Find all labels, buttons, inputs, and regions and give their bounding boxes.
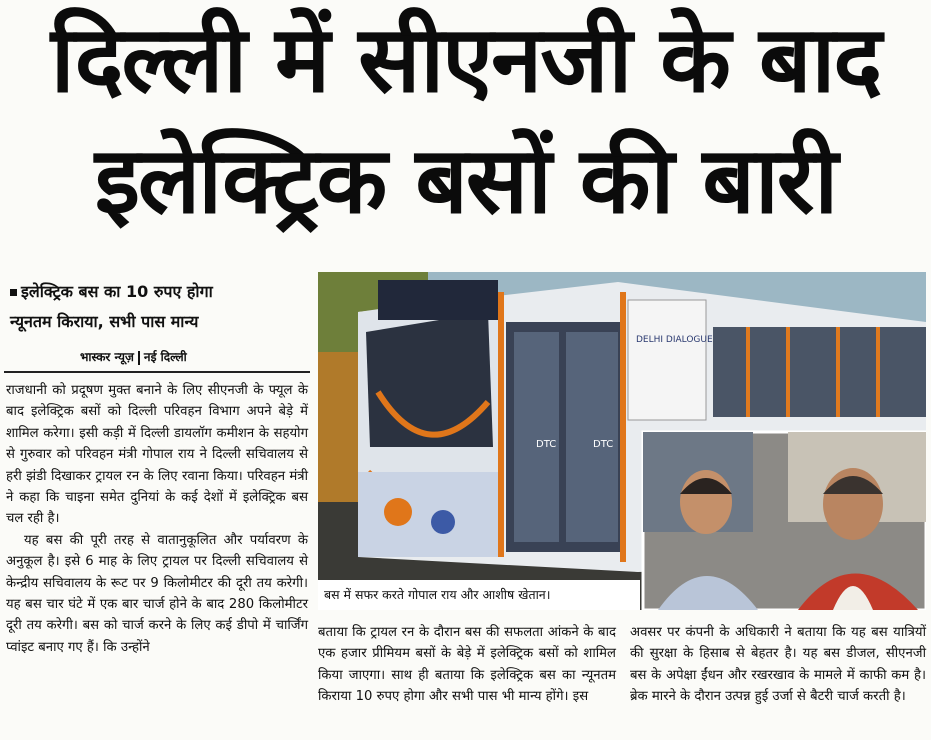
subheadline-line-2: न्यूनतम किराया, सभी पास मान्य	[10, 312, 199, 331]
article-paragraph: अवसर पर कंपनी के अधिकारी ने बताया कि यह बस यात्रियों की सुरक्षा के हिसाब से बेहतर है। यह बस डीजल, सीएनजी बस के अपेक्षा ईंधन और रखरखाव के मामले में काफी कम है। ब्रेक मारने के दौरान उत्पन्न हुई उर्जा से बैटरी चार्ज करती है।	[630, 625, 926, 705]
photo-caption: बस में सफर करते गोपाल राय और आशीष खेतान।	[318, 580, 640, 610]
article-column-2	[318, 622, 616, 708]
bullet-square-icon	[10, 289, 17, 296]
byline-divider	[138, 351, 140, 365]
article-column-1	[6, 380, 308, 658]
article-paragraph: यह बस की पूरी तरह से वातानुकूलित और पर्यावरण के अनुकूल है। इसे 6 माह के लिए ट्रायल पर दिल्ली सचिवालय से केन्द्रीय सचिवालय के रूट पर 9 किलोमीटर की दूरी तय करेगी। यह बस चार घंटे में एक बार चार्ज होने के बाद 280 किलोमीटर दूरी तय करेगी। बस को चार्ज करने के लिए कई डीपो में चार्जिंग प्वांइट बनाए गए हैं। कि उन्होंने	[6, 532, 308, 655]
article-paragraph: बताया कि ट्रायल रन के दौरान बस की सफलता आंकने के बाद एक हजार प्रीमियम बसों के बेड़े में इलेक्ट्रिक बसों को शामिल किया जाएगा। साथ ही बताया कि इलेक्ट्रिक बस का न्यूनतम किराया 10 रुपए होगा और सभी पास भी मान्य होंगे। इस	[318, 625, 616, 705]
bus-sign-text: DELHI DIALOGUE	[636, 335, 713, 345]
byline	[80, 348, 187, 365]
byline-source: भास्कर न्यूज़	[80, 350, 134, 364]
article-column-3	[630, 622, 926, 708]
column-rule	[4, 371, 310, 373]
headline-line-1: दिल्ली में सीएनजी के बाद	[50, 6, 881, 113]
bus-photo	[318, 272, 926, 610]
byline-place: नई दिल्ली	[143, 350, 187, 364]
article-paragraph: राजधानी को प्रदूषण मुक्त बनाने के लिए सीएनजी के फ्यूल के बाद इलेक्ट्रिक बसों को दिल्ली परिवहन विभाग अपने बेड़े में शामिल करेगा। इसी कड़ी में दिल्ली डायलॉग कमीशन के सहयोग से गुरुवार को परिवहन मंत्री गोपाल राय ने दिल्ली सचिवालय से हरी झंडी दिखाकर ट्रायल रन के लिए रवाना किया। परिवहन मंत्री ने कहा कि चाइना समेत दुनियां के कई देशों में इलेक्ट्रिक बस चल रही है।	[6, 383, 308, 527]
subheadline	[10, 277, 310, 337]
news-photo	[318, 272, 926, 610]
subheadline-line-1: इलेक्ट्रिक बस का 10 रुपए होगा	[21, 282, 213, 301]
headline-line-2: इलेक्ट्रिक बसों की बारी	[94, 127, 837, 234]
bus-logo-text: DTC	[593, 439, 614, 450]
bus-logo-text: DTC	[536, 439, 557, 450]
